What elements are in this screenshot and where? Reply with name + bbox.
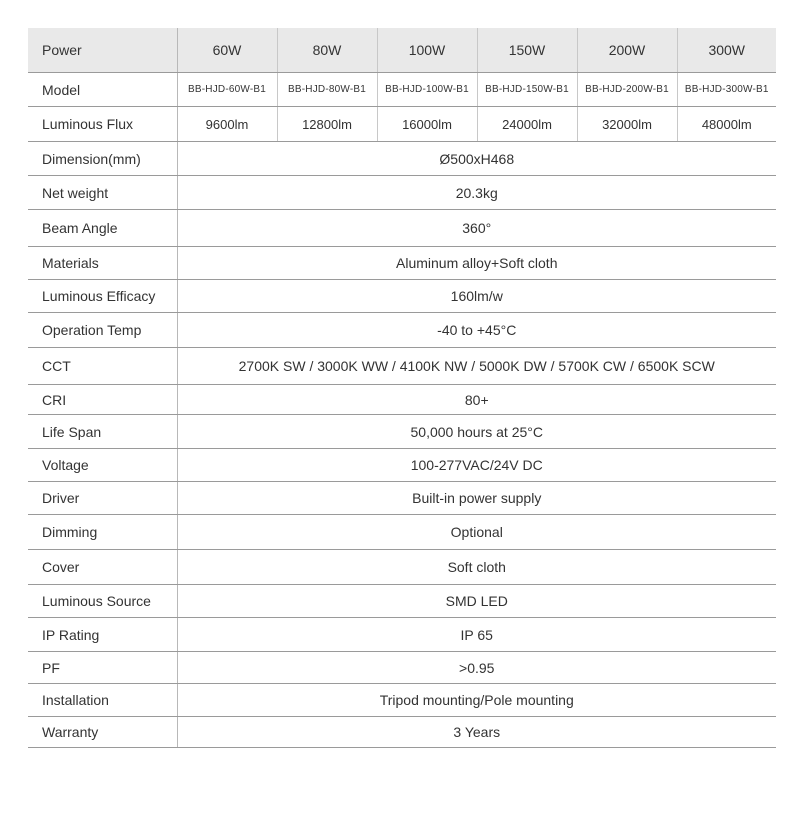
row-label-luminous-flux: Luminous Flux [28, 107, 177, 142]
table-row [28, 385, 776, 415]
table-row [28, 652, 776, 684]
row-label: Cover [28, 550, 177, 585]
row-label: Luminous Efficacy [28, 280, 177, 313]
row-label: IP Rating [28, 618, 177, 652]
model-cell: BB-HJD-300W-B1 [677, 73, 776, 107]
flux-cell: 12800lm [277, 107, 377, 142]
model-cell: BB-HJD-80W-B1 [277, 73, 377, 107]
row-value: 360° [177, 210, 776, 247]
table-row [28, 550, 776, 585]
table-row [28, 73, 776, 107]
power-cell: 300W [677, 28, 776, 73]
power-cell: 60W [177, 28, 277, 73]
row-value: SMD LED [177, 585, 776, 618]
flux-cell: 32000lm [577, 107, 677, 142]
table-row [28, 717, 776, 748]
row-value: >0.95 [177, 652, 776, 684]
row-label: Dimming [28, 515, 177, 550]
table-row [28, 684, 776, 717]
power-cell: 80W [277, 28, 377, 73]
row-label: Voltage [28, 449, 177, 482]
row-label: Beam Angle [28, 210, 177, 247]
row-label: Materials [28, 247, 177, 280]
table-row [28, 280, 776, 313]
model-cell: BB-HJD-60W-B1 [177, 73, 277, 107]
table-header-row [28, 28, 776, 73]
row-label: Luminous Source [28, 585, 177, 618]
row-label: Driver [28, 482, 177, 515]
row-value: 100-277VAC/24V DC [177, 449, 776, 482]
row-value: 20.3kg [177, 176, 776, 210]
flux-cell: 9600lm [177, 107, 277, 142]
row-value: -40 to +45°C [177, 313, 776, 348]
table-row [28, 176, 776, 210]
row-value: IP 65 [177, 618, 776, 652]
row-value: Ø500xH468 [177, 142, 776, 176]
row-value: 160lm/w [177, 280, 776, 313]
row-value: Built-in power supply [177, 482, 776, 515]
table-row [28, 449, 776, 482]
table-row [28, 482, 776, 515]
row-label-power: Power [28, 28, 177, 73]
row-value: 50,000 hours at 25°C [177, 415, 776, 449]
flux-cell: 48000lm [677, 107, 776, 142]
row-value: Optional [177, 515, 776, 550]
row-label: Net weight [28, 176, 177, 210]
table-row [28, 247, 776, 280]
table-row [28, 585, 776, 618]
table-row [28, 107, 776, 142]
model-cell: BB-HJD-150W-B1 [477, 73, 577, 107]
table-row [28, 142, 776, 176]
power-cell: 200W [577, 28, 677, 73]
table-row [28, 348, 776, 385]
row-value: 2700K SW / 3000K WW / 4100K NW / 5000K DW / 5700K CW / 6500K SCW [177, 348, 776, 385]
row-label-model: Model [28, 73, 177, 107]
row-value: Tripod mounting/Pole mounting [177, 684, 776, 717]
row-label: Warranty [28, 717, 177, 748]
row-value: Aluminum alloy+Soft cloth [177, 247, 776, 280]
flux-cell: 24000lm [477, 107, 577, 142]
row-label: Installation [28, 684, 177, 717]
row-label: Life Span [28, 415, 177, 449]
row-value: Soft cloth [177, 550, 776, 585]
row-value: 3 Years [177, 717, 776, 748]
row-label: CRI [28, 385, 177, 415]
table-row [28, 515, 776, 550]
model-cell: BB-HJD-100W-B1 [377, 73, 477, 107]
row-label: Dimension(mm) [28, 142, 177, 176]
flux-cell: 16000lm [377, 107, 477, 142]
row-value: 80+ [177, 385, 776, 415]
table-row [28, 313, 776, 348]
row-label: PF [28, 652, 177, 684]
model-cell: BB-HJD-200W-B1 [577, 73, 677, 107]
table-row [28, 618, 776, 652]
power-cell: 100W [377, 28, 477, 73]
power-cell: 150W [477, 28, 577, 73]
spec-table [28, 28, 776, 748]
row-label: Operation Temp [28, 313, 177, 348]
table-row [28, 415, 776, 449]
table-row [28, 210, 776, 247]
row-label: CCT [28, 348, 177, 385]
